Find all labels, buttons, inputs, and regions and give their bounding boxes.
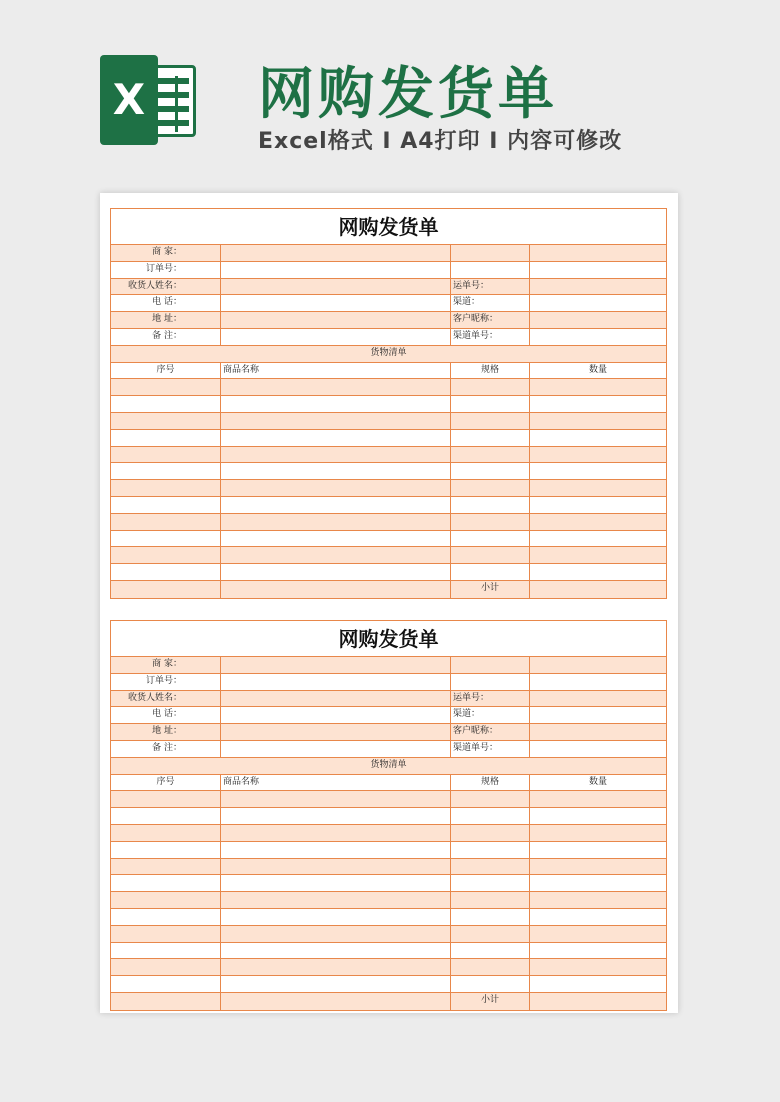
table-row: [111, 926, 666, 943]
info-row: [111, 707, 666, 724]
table-cell[interactable]: [221, 859, 451, 875]
column-header: 规格: [451, 363, 530, 379]
info-label: 地 址：: [111, 312, 221, 328]
table-cell[interactable]: [221, 875, 451, 891]
table-cell[interactable]: [451, 959, 530, 975]
info-row: [111, 724, 666, 741]
info-row: [111, 741, 666, 758]
info-row: [111, 674, 666, 691]
section-title-row: [111, 346, 666, 363]
table-row: [111, 892, 666, 909]
info-value-cell[interactable]: [221, 312, 451, 328]
info-row: [111, 279, 666, 296]
table-cell[interactable]: [221, 808, 451, 824]
table-cell[interactable]: [111, 943, 221, 959]
info-value-cell[interactable]: [221, 707, 451, 723]
info-label: 订单号：: [111, 262, 221, 278]
info-value-cell-2[interactable]: [530, 707, 666, 723]
column-header-row: [111, 775, 666, 792]
page-subtitle: Excel格式 I A4打印 I 内容可修改: [258, 129, 623, 154]
table-cell[interactable]: [530, 430, 666, 446]
table-cell[interactable]: [451, 808, 530, 824]
info-value-cell[interactable]: [221, 262, 451, 278]
info-value-cell-2[interactable]: [530, 329, 666, 345]
table-cell[interactable]: [111, 531, 221, 547]
table-cell[interactable]: [451, 531, 530, 547]
table-row: [111, 430, 666, 447]
table-cell[interactable]: [451, 396, 530, 412]
info-value-cell[interactable]: [221, 691, 451, 707]
subtotal-row: [111, 993, 666, 1010]
table-cell[interactable]: [221, 413, 451, 429]
table-cell[interactable]: [530, 447, 666, 463]
table-cell[interactable]: [221, 943, 451, 959]
table-cell[interactable]: [221, 497, 451, 513]
table-row: [111, 396, 666, 413]
info-value-cell[interactable]: [221, 741, 451, 757]
info-row: [111, 691, 666, 708]
table-cell[interactable]: [111, 976, 221, 992]
excel-logo-icon: [100, 55, 200, 145]
table-cell[interactable]: [530, 909, 666, 925]
info-label: 备 注：: [111, 329, 221, 345]
table-cell[interactable]: [451, 842, 530, 858]
table-row: [111, 943, 666, 960]
table-cell[interactable]: [221, 480, 451, 496]
table-cell[interactable]: [111, 497, 221, 513]
info-label-2: 运单号：: [451, 691, 530, 707]
table-cell[interactable]: [530, 875, 666, 891]
table-cell[interactable]: [530, 892, 666, 908]
subtotal-label: 小计: [451, 581, 530, 598]
table-cell[interactable]: [111, 463, 221, 479]
table-cell[interactable]: [530, 825, 666, 841]
table-row: [111, 875, 666, 892]
table-cell[interactable]: [111, 480, 221, 496]
table-cell[interactable]: [451, 875, 530, 891]
table-cell[interactable]: [221, 430, 451, 446]
table-row: [111, 531, 666, 548]
section-title: 货物清单: [370, 759, 407, 770]
table-cell[interactable]: [111, 413, 221, 429]
table-cell[interactable]: [451, 497, 530, 513]
subtotal-label: 小计: [451, 993, 530, 1010]
table-cell[interactable]: [111, 875, 221, 891]
table-cell[interactable]: [451, 547, 530, 563]
info-label-2: 渠道单号：: [451, 329, 530, 345]
table-cell[interactable]: [111, 379, 221, 395]
info-label-2: 运单号：: [451, 279, 530, 295]
info-label: 商 家：: [111, 245, 221, 261]
table-row: [111, 909, 666, 926]
table-cell[interactable]: [451, 926, 530, 942]
table-row: [111, 859, 666, 876]
info-value-cell-2[interactable]: [530, 724, 666, 740]
table-cell[interactable]: [530, 842, 666, 858]
table-cell[interactable]: [111, 825, 221, 841]
sheet-page: [100, 193, 678, 1013]
table-cell[interactable]: [111, 791, 221, 807]
table-cell[interactable]: [530, 463, 666, 479]
table-cell[interactable]: [111, 808, 221, 824]
table-cell[interactable]: [530, 564, 666, 580]
table-cell[interactable]: [111, 430, 221, 446]
column-header-row: [111, 363, 666, 380]
table-cell[interactable]: [451, 909, 530, 925]
table-row: [111, 564, 666, 581]
table-cell[interactable]: [530, 808, 666, 824]
table-cell[interactable]: [111, 564, 221, 580]
info-value-cell-2[interactable]: [530, 691, 666, 707]
table-cell[interactable]: [221, 825, 451, 841]
column-header: 商品名称: [221, 363, 451, 379]
info-row: [111, 329, 666, 346]
form-title: 网购发货单: [111, 209, 666, 245]
info-label: 电 话：: [111, 295, 221, 311]
info-label-2: 客户昵称：: [451, 312, 530, 328]
table-cell[interactable]: [530, 943, 666, 959]
table-cell[interactable]: [221, 447, 451, 463]
info-value-cell-2[interactable]: [530, 657, 666, 673]
page-title: 网购发货单: [258, 62, 558, 127]
table-cell[interactable]: [451, 430, 530, 446]
section-title-row: [111, 758, 666, 775]
info-value-cell-2[interactable]: [530, 245, 666, 261]
table-row: [111, 447, 666, 464]
column-header: 商品名称: [221, 775, 451, 791]
table-cell[interactable]: [111, 547, 221, 563]
subtotal-value-cell[interactable]: [530, 581, 666, 598]
subtotal-value-cell[interactable]: [530, 993, 666, 1010]
subtotal-row: [111, 581, 666, 598]
table-cell[interactable]: [221, 514, 451, 530]
table-cell[interactable]: [530, 396, 666, 412]
table-cell[interactable]: [530, 547, 666, 563]
table-cell[interactable]: [111, 909, 221, 925]
table-cell[interactable]: [221, 396, 451, 412]
table-cell[interactable]: [451, 825, 530, 841]
table-cell[interactable]: [221, 791, 451, 807]
info-label: 订单号：: [111, 674, 221, 690]
table-cell[interactable]: [221, 993, 451, 1010]
info-label: 电 话：: [111, 707, 221, 723]
info-label-2: [451, 245, 530, 261]
info-value-cell[interactable]: [221, 329, 451, 345]
info-label-2: [451, 674, 530, 690]
table-cell[interactable]: [111, 993, 221, 1010]
info-label-2: 渠道单号：: [451, 741, 530, 757]
table-cell[interactable]: [111, 892, 221, 908]
table-cell[interactable]: [530, 531, 666, 547]
table-cell[interactable]: [451, 379, 530, 395]
info-row: [111, 657, 666, 674]
table-cell[interactable]: [221, 976, 451, 992]
shipping-form-1: [110, 208, 667, 599]
table-cell[interactable]: [111, 396, 221, 412]
table-row: [111, 808, 666, 825]
info-value-cell[interactable]: [221, 657, 451, 673]
table-cell[interactable]: [111, 581, 221, 598]
table-cell[interactable]: [530, 926, 666, 942]
info-label-2: 客户昵称：: [451, 724, 530, 740]
table-cell[interactable]: [111, 859, 221, 875]
table-cell[interactable]: [451, 791, 530, 807]
table-row: [111, 959, 666, 976]
info-row: [111, 295, 666, 312]
table-cell[interactable]: [451, 859, 530, 875]
table-cell[interactable]: [111, 959, 221, 975]
table-cell[interactable]: [221, 959, 451, 975]
table-cell[interactable]: [530, 859, 666, 875]
column-header: 序号: [111, 775, 221, 791]
table-cell[interactable]: [451, 480, 530, 496]
table-row: [111, 497, 666, 514]
info-label-2: 渠道：: [451, 295, 530, 311]
info-value-cell-2[interactable]: [530, 674, 666, 690]
table-cell[interactable]: [221, 463, 451, 479]
table-cell[interactable]: [451, 976, 530, 992]
table-cell[interactable]: [221, 892, 451, 908]
table-cell[interactable]: [451, 564, 530, 580]
info-label: 地 址：: [111, 724, 221, 740]
info-value-cell-2[interactable]: [530, 741, 666, 757]
info-label: 备 注：: [111, 741, 221, 757]
table-row: [111, 514, 666, 531]
info-value-cell[interactable]: [221, 674, 451, 690]
info-label-2: 渠道：: [451, 707, 530, 723]
table-cell[interactable]: [221, 581, 451, 598]
info-label-2: [451, 657, 530, 673]
column-header: 序号: [111, 363, 221, 379]
info-value-cell-2[interactable]: [530, 279, 666, 295]
table-cell[interactable]: [111, 514, 221, 530]
table-cell[interactable]: [221, 926, 451, 942]
info-label: 商 家：: [111, 657, 221, 673]
table-cell[interactable]: [221, 547, 451, 563]
table-cell[interactable]: [111, 447, 221, 463]
info-label: 收货人姓名：: [111, 691, 221, 707]
table-cell[interactable]: [530, 497, 666, 513]
form-title: 网购发货单: [111, 621, 666, 657]
table-cell[interactable]: [451, 447, 530, 463]
info-value-cell[interactable]: [221, 279, 451, 295]
info-label-2: [451, 262, 530, 278]
info-value-cell-2[interactable]: [530, 262, 666, 278]
section-title: 货物清单: [370, 347, 407, 358]
table-cell[interactable]: [221, 909, 451, 925]
table-row: [111, 413, 666, 430]
table-cell[interactable]: [451, 514, 530, 530]
table-row: [111, 976, 666, 993]
column-header: 规格: [451, 775, 530, 791]
table-cell[interactable]: [221, 842, 451, 858]
table-row: [111, 791, 666, 808]
table-cell[interactable]: [530, 480, 666, 496]
table-row: [111, 379, 666, 396]
table-cell[interactable]: [221, 564, 451, 580]
table-cell[interactable]: [530, 413, 666, 429]
info-row: [111, 262, 666, 279]
info-row: [111, 312, 666, 329]
table-cell[interactable]: [451, 892, 530, 908]
table-cell[interactable]: [451, 943, 530, 959]
table-cell[interactable]: [530, 976, 666, 992]
column-header: 数量: [588, 776, 607, 787]
info-value-cell[interactable]: [221, 724, 451, 740]
info-row: [111, 245, 666, 262]
table-cell[interactable]: [221, 531, 451, 547]
table-row: [111, 480, 666, 497]
shipping-form-2: [110, 620, 667, 1011]
table-cell[interactable]: [451, 463, 530, 479]
table-cell[interactable]: [111, 842, 221, 858]
table-row: [111, 842, 666, 859]
table-cell[interactable]: [530, 959, 666, 975]
info-value-cell[interactable]: [221, 295, 451, 311]
table-cell[interactable]: [530, 514, 666, 530]
info-label: 收货人姓名：: [111, 279, 221, 295]
table-cell[interactable]: [530, 379, 666, 395]
table-row: [111, 463, 666, 480]
info-value-cell-2[interactable]: [530, 295, 666, 311]
table-cell[interactable]: [221, 379, 451, 395]
table-cell[interactable]: [530, 791, 666, 807]
table-row: [111, 825, 666, 842]
info-value-cell[interactable]: [221, 245, 451, 261]
table-row: [111, 547, 666, 564]
table-cell[interactable]: [451, 413, 530, 429]
info-value-cell-2[interactable]: [530, 312, 666, 328]
table-cell[interactable]: [111, 926, 221, 942]
column-header: 数量: [588, 364, 607, 375]
excel-badge: X: [100, 55, 158, 145]
